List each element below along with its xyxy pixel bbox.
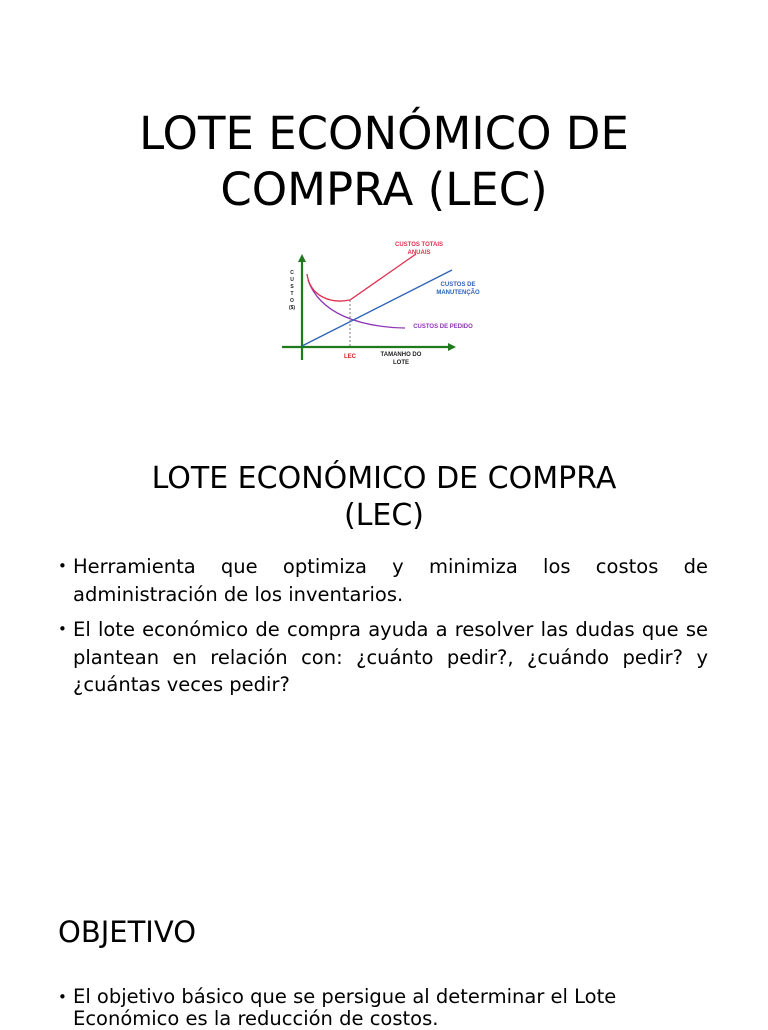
bullet-text: El lote económico de compra ayuda a resolver las dudas que se plantean en relación con: ¿cuánto pedir?, ¿cuándo pedir? y ¿cuántas veces pedir? [73,618,708,696]
order-cost-label: CUSTOS DE PEDIDO [413,324,473,330]
total-cost-label-line2: ANUAIS [407,250,431,256]
y-axis-label [289,270,295,311]
holding-cost-label-line1: CUSTOS DE [440,282,476,288]
slide2-title-line2: (LEC) [343,498,425,533]
bullet-text: Herramienta que optimiza y minimiza los costos de administración de los inventarios. [73,555,708,606]
y-axis-arrow [298,254,306,262]
order-cost-curve [308,280,405,328]
slide1-title-line2: COMPRA (LEC) [220,163,548,216]
bullet-icon: • [58,557,67,575]
lec-cost-diagram [280,236,492,370]
lec-label: LEC [344,354,356,360]
x-axis-arrow [448,343,456,351]
x-axis-label-line2: LOTE [393,360,409,366]
list-item [58,553,708,608]
slide3-bullet-list [58,986,708,1030]
slide2-title-line1: LOTE ECONÓMICO DE COMPRA [151,461,617,496]
list-item [58,616,708,699]
list-item [58,986,708,1030]
y-axis-label-char: U [290,277,294,283]
y-axis-label-char: ($) [288,305,296,311]
slide2-title [60,460,708,534]
holding-cost-label-line2: MANUTENÇÃO [436,290,480,296]
total-cost-curve [307,254,416,301]
y-axis-label-char: O [290,298,294,304]
slide1-title [40,106,728,218]
slide3-title: OBJETIVO [58,915,197,949]
slide1-title-line1: LOTE ECONÓMICO DE [139,107,629,160]
lec-cost-diagram-svg [280,236,492,370]
bullet-icon: • [58,620,67,638]
y-axis-label-char: T [290,291,294,297]
slide2-bullet-list [58,553,708,707]
total-cost-label-line1: CUSTOS TOTAIS [394,242,444,248]
x-axis-label-line1: TAMANHO DO [380,352,422,358]
y-axis-label-char: S [290,284,294,290]
bullet-text: El objetivo básico que se persigue al determinar el Lote Económico es la reducción de costos. [73,985,617,1030]
y-axis-label-char: C [290,270,294,276]
bullet-icon: • [58,988,67,1006]
